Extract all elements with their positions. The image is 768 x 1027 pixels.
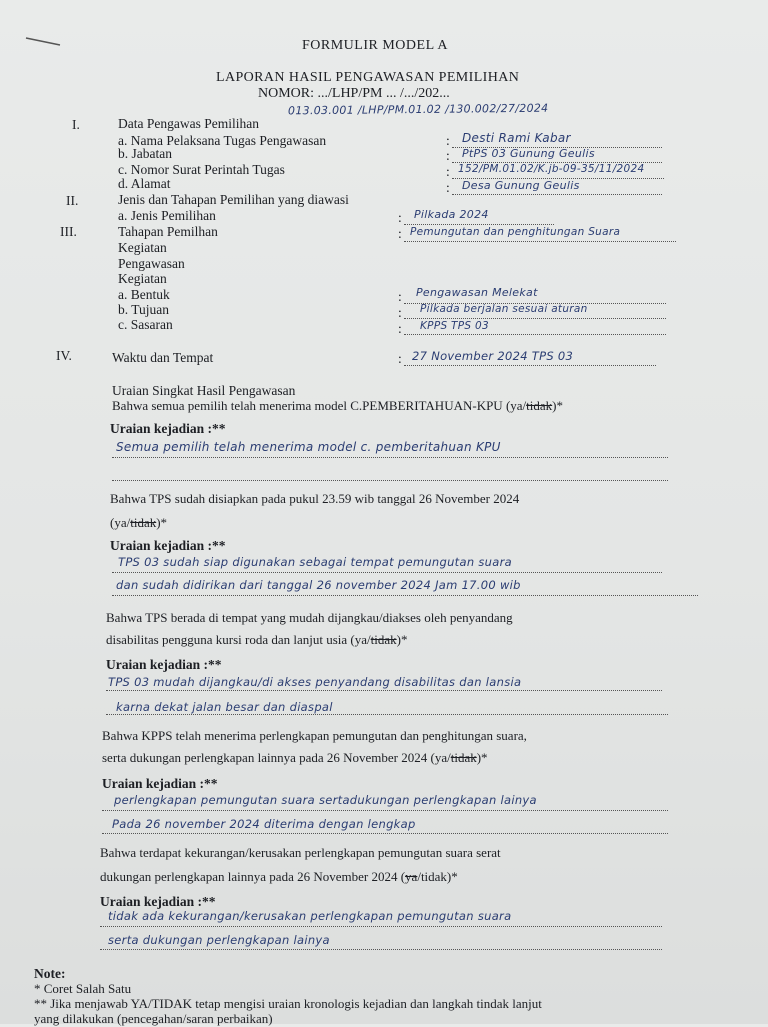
item2-answer-2: dan sudah didirikan dari tanggal 26 november 2024 Jam 17.00 wib xyxy=(116,578,521,592)
section2-value-a: Pilkada 2024 xyxy=(414,208,489,221)
section3-label-a: a. Bentuk xyxy=(118,287,170,302)
dotted-line xyxy=(100,949,662,950)
colon: : xyxy=(398,289,402,304)
section3-kegiatan-2: Kegiatan xyxy=(118,271,167,286)
item5-answer-1: tidak ada kekurangan/kerusakan perlengkapan pemungutan suara xyxy=(108,909,512,923)
item1-kejadian-label: Uraian kejadian :** xyxy=(110,421,226,436)
dotted-line xyxy=(112,595,698,596)
item4-statement-c: )* xyxy=(476,750,488,765)
dotted-line xyxy=(112,457,668,458)
report-number: NOMOR: .../LHP/PM ... /.../202... xyxy=(258,86,450,101)
uraian-title: Uraian Singkat Hasil Pengawasan xyxy=(112,383,296,398)
dotted-line xyxy=(100,926,662,927)
item5-statement-c: /tidak)* xyxy=(417,869,458,884)
item2-answer-1: TPS 03 sudah siap digunakan sebagai tempat pemungutan suara xyxy=(118,555,512,569)
section3-kegiatan: Kegiatan xyxy=(118,240,167,255)
item2-statement-1: Bahwa TPS sudah disiapkan pada pukul 23.59 wib tanggal 26 November 2024 xyxy=(110,491,520,506)
item3-statement-struck: tidak xyxy=(370,632,397,647)
section3-title: Tahapan Pemilhan xyxy=(118,224,218,239)
section3-value-a: Pengawasan Melekat xyxy=(416,286,538,299)
section3-title-value: Pemungutan dan penghitungan Suara xyxy=(410,226,621,238)
note-1: * Coret Salah Satu xyxy=(34,981,132,996)
form-title: FORMULIR MODEL A xyxy=(302,38,448,53)
section3-label-c: c. Sasaran xyxy=(118,317,173,332)
item5-statement-struck: ya xyxy=(405,869,418,884)
dotted-line xyxy=(102,833,668,834)
colon: : xyxy=(446,133,450,148)
dotted-line xyxy=(404,334,666,335)
colon: : xyxy=(398,351,402,366)
dotted-line xyxy=(404,224,554,225)
section2-number: II. xyxy=(66,193,79,208)
dotted-line xyxy=(106,690,662,691)
colon: : xyxy=(398,321,402,336)
section1-value-d: Desa Gunung Geulis xyxy=(462,179,580,192)
item3-statement-a: disabilitas pengguna kursi roda dan lanjut usia (ya/ xyxy=(106,632,371,647)
colon: : xyxy=(446,148,450,163)
dotted-line xyxy=(112,480,668,481)
item1-statement xyxy=(112,398,563,414)
dotted-line xyxy=(452,194,662,195)
colon: : xyxy=(446,180,450,195)
item5-kejadian-label: Uraian kejadian :** xyxy=(100,894,216,909)
section3-label-b: b. Tujuan xyxy=(118,302,170,317)
item3-statement-c: )* xyxy=(396,632,408,647)
report-title: LAPORAN HASIL PENGAWASAN PEMILIHAN xyxy=(216,70,520,85)
section1-value-c: 152/PM.01.02/K.jb-09-35/11/2024 xyxy=(458,163,645,175)
dotted-line xyxy=(404,241,676,242)
section1-value-a: Desti Rami Kabar xyxy=(462,131,571,145)
notes-title: Note: xyxy=(34,966,66,981)
item4-kejadian-label: Uraian kejadian :** xyxy=(102,776,218,791)
section1-label-c: c. Nomor Surat Perintah Tugas xyxy=(118,162,285,177)
pen-mark-decoration xyxy=(24,32,64,48)
item3-answer-2: karna dekat jalan besar dan diaspal xyxy=(116,700,333,714)
item4-answer-1: perlengkapan pemungutan suara sertadukungan perlengkapan lainya xyxy=(114,793,537,807)
item1-statement-a: Bahwa semua pemilih telah menerima model C.PEMBERITAHUAN-KPU (ya/ xyxy=(112,398,527,413)
item3-statement-1: Bahwa TPS berada di tempat yang mudah dijangkau/diakses oleh penyandang xyxy=(106,610,513,625)
colon: : xyxy=(446,164,450,179)
item5-answer-2: serta dukungan perlengkapan lainya xyxy=(108,933,330,947)
colon: : xyxy=(398,305,402,320)
item4-statement-2 xyxy=(102,750,488,766)
note-2: ** Jika menjawab YA/TIDAK tetap mengisi uraian kronologis kejadian dan langkah tindak lanjut xyxy=(34,996,542,1011)
item3-statement-2 xyxy=(106,632,407,648)
section1-number: I. xyxy=(72,117,80,132)
section1-title: Data Pengawas Pemilihan xyxy=(118,116,259,131)
section3-pengawasan: Pengawasan xyxy=(118,256,185,271)
item5-statement-2 xyxy=(100,869,458,885)
section2-label-a: a. Jenis Pemilihan xyxy=(118,208,216,223)
item1-statement-struck: tidak xyxy=(526,398,553,413)
section3-number: III. xyxy=(60,224,77,239)
item2-statement-struck: tidak xyxy=(130,515,157,530)
dotted-line xyxy=(102,810,668,811)
section1-label-b: b. Jabatan xyxy=(118,146,172,161)
item2-statement-a: (ya/ xyxy=(110,515,131,530)
colon: : xyxy=(398,210,402,225)
section3-value-b: Pilkada berjalan sesuai aturan xyxy=(420,303,588,315)
section1-value-b: PtPS 03 Gunung Geulis xyxy=(462,147,595,160)
item1-answer-1: Semua pemilih telah menerima model c. pemberitahuan KPU xyxy=(116,440,501,454)
section4-value: 27 November 2024 TPS 03 xyxy=(412,349,574,363)
dotted-line xyxy=(404,365,656,366)
dotted-line xyxy=(106,714,668,715)
colon: : xyxy=(398,226,402,241)
section4-title: Waktu dan Tempat xyxy=(112,350,214,365)
item4-statement-1: Bahwa KPPS telah menerima perlengkapan pemungutan dan penghitungan suara, xyxy=(102,728,527,743)
dotted-line xyxy=(112,572,662,573)
section1-label-a: a. Nama Pelaksana Tugas Pengawasan xyxy=(118,133,327,148)
item2-kejadian-label: Uraian kejadian :** xyxy=(110,538,226,553)
item4-answer-2: Pada 26 november 2024 diterima dengan lengkap xyxy=(112,817,416,831)
section2-title: Jenis dan Tahapan Pemilihan yang diawasi xyxy=(118,192,349,207)
item4-statement-a: serta dukungan perlengkapan lainnya pada 26 November 2024 (ya/ xyxy=(102,750,451,765)
section4-number: IV. xyxy=(56,348,72,363)
item1-statement-c: )* xyxy=(552,398,564,413)
item3-kejadian-label: Uraian kejadian :** xyxy=(106,657,222,672)
section3-value-c: KPPS TPS 03 xyxy=(420,320,489,332)
section1-label-d: d. Alamat xyxy=(118,176,171,191)
item5-statement-1: Bahwa terdapat kekurangan/kerusakan perlengkapan pemungutan suara serat xyxy=(100,845,501,860)
item5-statement-a: dukungan perlengkapan lainnya pada 26 November 2024 ( xyxy=(100,869,406,884)
note-3: yang dilakukan (pencegahan/saran perbaikan) xyxy=(34,1011,273,1026)
report-number-handwritten: 013.03.001 /LHP/PM.01.02 /130.002/27/2024 xyxy=(287,101,549,118)
item3-answer-1: TPS 03 mudah dijangkau/di akses penyandang disabilitas dan lansia xyxy=(108,675,522,689)
item4-statement-struck: tidak xyxy=(450,750,477,765)
item2-statement-2 xyxy=(110,515,167,531)
item2-statement-c: )* xyxy=(156,515,168,530)
dotted-line xyxy=(404,318,666,319)
